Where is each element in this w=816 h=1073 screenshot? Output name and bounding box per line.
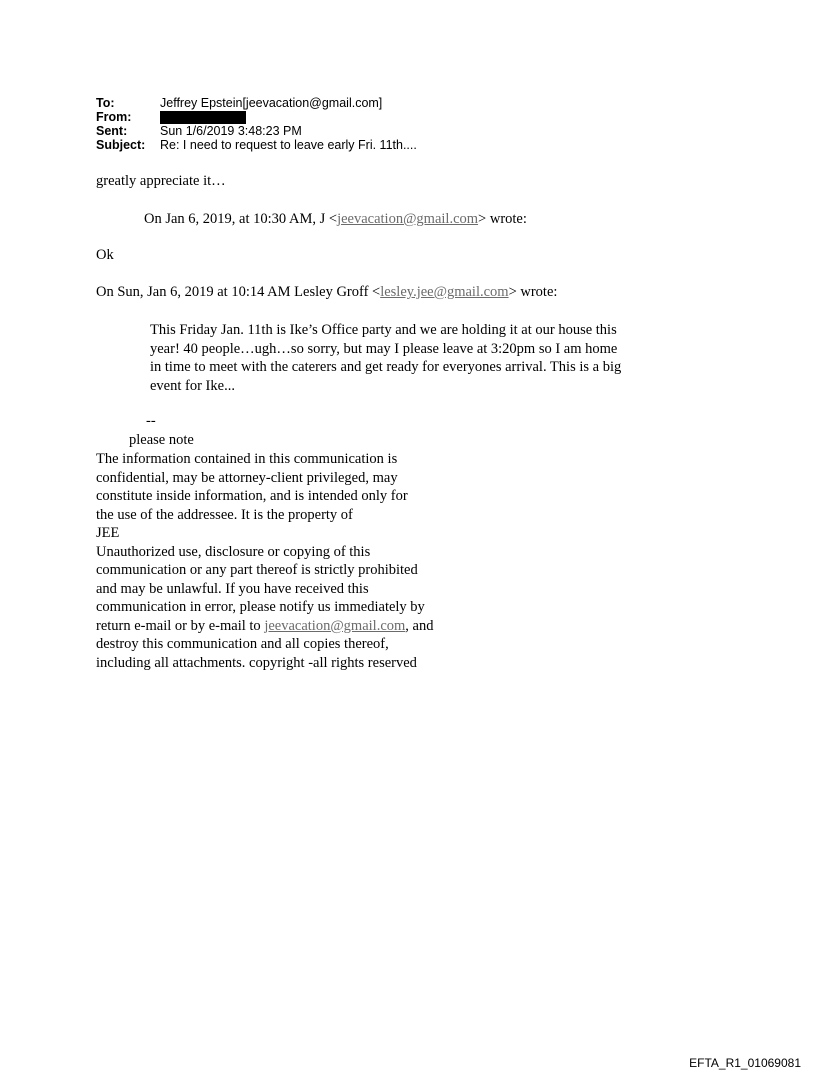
from-row: [96, 110, 417, 124]
disclaimer-line: confidential, may be attorney-client privileged, may: [96, 469, 398, 486]
disclaimer-email-suffix: , and: [405, 617, 434, 634]
disclaimer-line: destroy this communication and all copies thereof,: [96, 636, 389, 652]
disclaimer-line: Unauthorized use, disclosure or copying of this: [96, 543, 371, 560]
message-line: in time to meet with the caterers and get ready for everyones arrival. This is a big: [150, 359, 622, 375]
message-line: This Friday Jan. 11th is Ike’s Office party and we are holding it at our house this: [150, 322, 617, 338]
subject-label: Subject:: [96, 138, 146, 152]
quote1-prefix: On Jan 6, 2019, at 10:30 AM, J <: [144, 211, 338, 227]
disclaimer: [96, 450, 433, 672]
sent-row: [96, 124, 417, 138]
disclaimer-email-link[interactable]: jeevacation@gmail.com: [264, 617, 406, 634]
signature-dashes: --: [146, 413, 156, 429]
disclaimer-line: communication in error, please notify us immediately by: [96, 599, 425, 615]
quote2-email-link[interactable]: lesley.jee@gmail.com: [380, 284, 509, 300]
quote2-attribution: [96, 284, 557, 301]
quote2-prefix: On Sun, Jan 6, 2019 at 10:14 AM Lesley Groff <: [96, 284, 381, 300]
disclaimer-line: the use of the addressee. It is the property of: [96, 506, 353, 523]
quoted-message: [150, 321, 621, 395]
quote1-suffix: > wrote:: [478, 211, 527, 227]
disclaimer-line: communication or any part thereof is strictly prohibited: [96, 562, 418, 578]
subject-row: [96, 138, 417, 152]
disclaimer-line: and may be unlawful. If you have received this: [96, 580, 369, 597]
disclaimer-line: The information contained in this communication is: [96, 451, 398, 467]
document-id: EFTA_R1_01069081: [689, 1056, 801, 1070]
to-value: Jeffrey Epstein[jeevacation@gmail.com]: [160, 96, 383, 110]
quote1-attribution: [144, 211, 527, 228]
redaction-box: [160, 111, 246, 124]
from-label: From:: [96, 110, 132, 124]
sent-label: Sent:: [96, 124, 128, 138]
reply-text: greatly appreciate it…: [96, 173, 226, 189]
disclaimer-line: JEE: [96, 525, 120, 541]
disclaimer-email-line: [96, 617, 433, 636]
quote1-text: Ok: [96, 247, 114, 263]
message-line: event for Ike...: [150, 377, 235, 394]
to-row: [96, 96, 417, 110]
to-label: To:: [96, 96, 115, 110]
signature-note: please note: [129, 432, 194, 448]
quote1-email-link[interactable]: jeevacation@gmail.com: [337, 211, 479, 227]
disclaimer-line: including all attachments. copyright -all rights reserved: [96, 654, 417, 671]
email-header: [96, 96, 417, 152]
subject-value: Re: I need to request to leave early Fri. 11th....: [160, 138, 417, 152]
message-line: year! 40 people…ugh…so sorry, but may I please leave at 3:20pm so I am home: [150, 340, 618, 357]
disclaimer-line: constitute inside information, and is intended only for: [96, 488, 408, 504]
sent-value: Sun 1/6/2019 3:48:23 PM: [160, 124, 302, 138]
disclaimer-email-prefix: return e-mail or by e-mail to: [96, 617, 265, 634]
quote2-suffix: > wrote:: [508, 284, 558, 300]
